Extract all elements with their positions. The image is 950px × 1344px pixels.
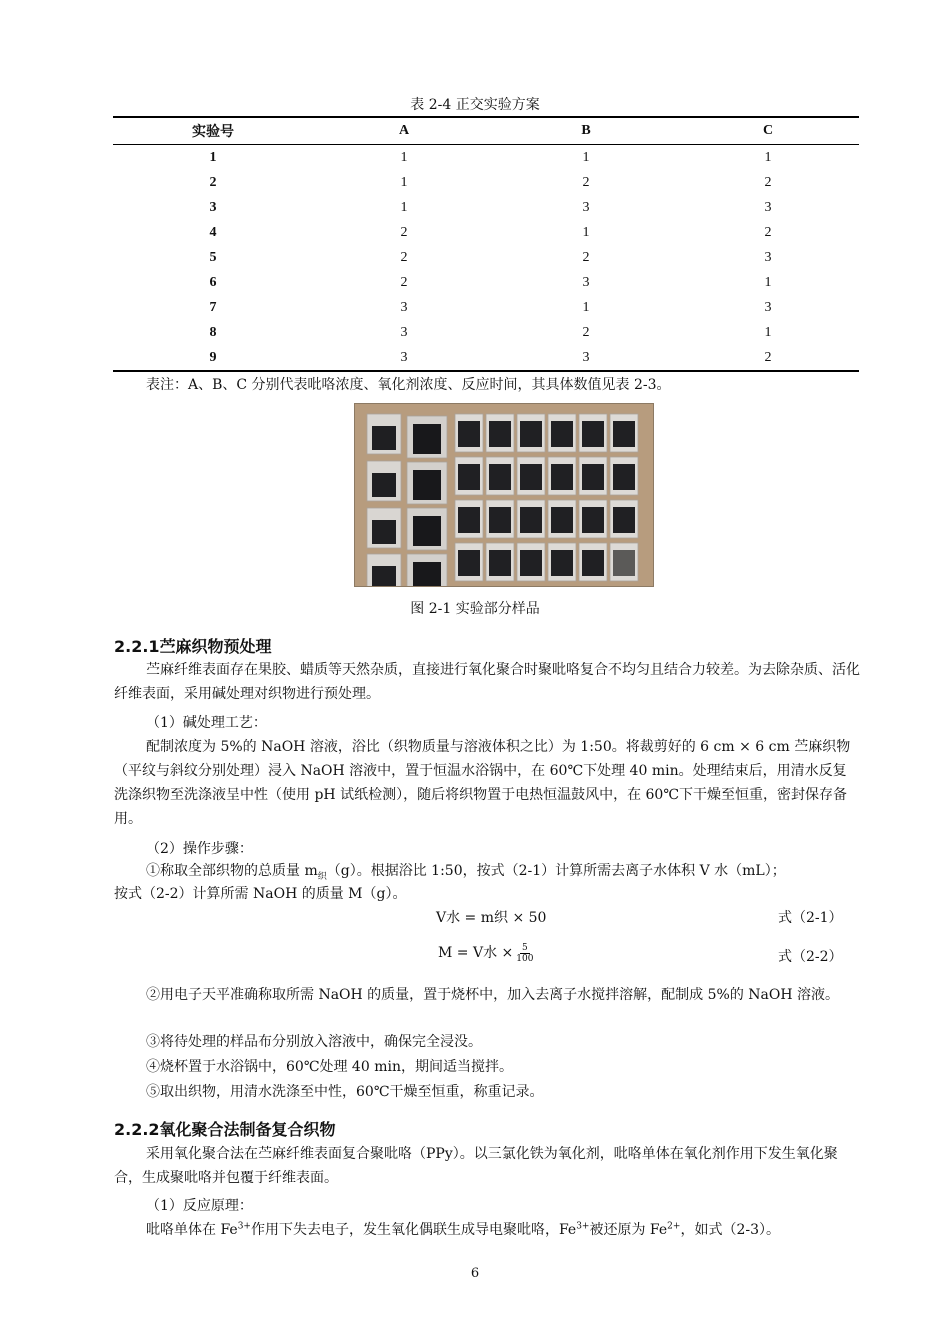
section-222-para1 xyxy=(146,1219,780,1239)
sample-fabric xyxy=(413,424,441,454)
sample-fabric xyxy=(582,507,604,533)
table-cell-level: 3 xyxy=(764,299,772,315)
section-222-intro: 采用氧化聚合法在苎麻纤维表面复合聚吡咯（PPy）。以三氯化铁为氧化剂，吡咯单体在氧化剂作用下发生氧化聚合，生成聚吡咯并包覆于纤维表面。 xyxy=(114,1146,838,1186)
page-number: 6 xyxy=(470,1266,480,1281)
table-cell-level: 1 xyxy=(764,274,772,290)
table-cell-level: 3 xyxy=(400,299,408,315)
table-cell-experiment-no: 7 xyxy=(209,299,217,315)
table-cell-level: 3 xyxy=(582,349,590,365)
section-221-intro: 苎麻纤维表面存在果胶、蜡质等天然杂质，直接进行氧化聚合时聚吡咯复合不均匀且结合力较差。为去除杂质、活化纤维表面，采用碱处理对织物进行预处理。 xyxy=(114,662,860,702)
table-cell-level: 2 xyxy=(400,224,408,240)
fraction-numerator: 5 xyxy=(521,942,528,953)
step1-text-b: （g）。根据浴比 1:50，按式（2-1）计算所需去离子水体积 V 水（mL）； xyxy=(326,863,786,879)
sample-fabric xyxy=(582,550,604,576)
section-221-step4: ④烧杯置于水浴锅中，60℃处理 40 min，期间适当搅拌。 xyxy=(146,1059,513,1075)
sample-fabric xyxy=(613,507,635,533)
formula-2-2-fraction xyxy=(516,943,533,964)
formula-2-2 xyxy=(438,942,533,964)
header-a: A xyxy=(313,117,495,145)
section-221-step5: ⑤取出织物，用清水洗涤至中性，60℃干燥至恒重，称重记录。 xyxy=(146,1084,544,1100)
section-221-step1-c: 按式（2-2）计算所需 NaOH 的质量 M（g）。 xyxy=(114,886,407,902)
para1-text-c: 被还原为 Fe xyxy=(589,1222,668,1238)
sample-fabric xyxy=(551,421,573,447)
formula-2-1: V水 = m织 × 50 xyxy=(436,910,547,926)
table-cell-level: 2 xyxy=(400,274,408,290)
section-222-sub1: （1）反应原理： xyxy=(146,1198,253,1214)
fraction-denominator: 100 xyxy=(516,953,534,964)
sample-fabric xyxy=(413,562,441,587)
table-row xyxy=(113,320,859,345)
table-cell-level: 2 xyxy=(582,324,590,340)
table-row xyxy=(113,195,859,220)
sample-fabric xyxy=(489,550,511,576)
step1-text-a: ①称取全部织物的总质量 m xyxy=(146,863,318,879)
table-cell-level: 3 xyxy=(582,274,590,290)
header-experiment-no: 实验号 xyxy=(113,117,313,145)
formula-2-1-label: 式（2-1） xyxy=(778,910,843,926)
sample-fabric xyxy=(551,464,573,490)
table-cell-level: 3 xyxy=(582,199,590,215)
section-221-sub1: （1）碱处理工艺： xyxy=(146,715,267,731)
sample-fabric xyxy=(582,464,604,490)
para1-text-d: ，如式（2-3）。 xyxy=(680,1222,780,1238)
section-221-step2: ②用电子天平准确称取所需 NaOH 的质量，置于烧杯中，加入去离子水搅拌溶解，配制成 5%的 NaOH 溶液。 xyxy=(146,987,840,1003)
orthogonal-experiment-table xyxy=(113,116,859,372)
section-221-para1: 配制浓度为 5%的 NaOH 溶液，浴比（织物质量与溶液体积之比）为 1:50。将裁剪好的 6 cm × 6 cm 苎麻织物（平纹与斜纹分别处理）浸入 NaOH 溶液中，置于恒温水浴锅中，在 60℃下处理 40 min。处理结束后，用清水反复洗涤织物至洗涤液呈中性（使用 pH 试纸检测），随后将织物置于电热恒温鼓风中，在 60℃下干燥至恒重，密封保存备用。 xyxy=(114,739,851,827)
sample-fabric xyxy=(520,464,542,490)
table-cell-level: 1 xyxy=(764,324,772,340)
table-cell-experiment-no: 1 xyxy=(209,149,217,165)
table-row xyxy=(113,170,859,195)
sample-fabric xyxy=(413,470,441,500)
table-cell-experiment-no: 3 xyxy=(209,199,217,215)
table-header-row xyxy=(113,117,859,145)
header-c: C xyxy=(677,117,859,145)
table-cell-experiment-no: 4 xyxy=(209,224,217,240)
table-body xyxy=(113,145,859,372)
sample-fabric xyxy=(413,516,441,546)
sample-fabric xyxy=(520,550,542,576)
sample-fabric xyxy=(613,550,635,576)
sample-fabric xyxy=(520,507,542,533)
table-cell-level: 2 xyxy=(400,249,408,265)
formula-2-2-label: 式（2-2） xyxy=(778,949,843,965)
sample-fabric xyxy=(489,507,511,533)
section-heading-2-2-2: 2.2.2氧化聚合法制备复合织物 xyxy=(114,1120,336,1139)
sample-fabric xyxy=(613,464,635,490)
sample-photo xyxy=(354,403,654,587)
sample-fabric xyxy=(582,421,604,447)
section-heading-2-2-1: 2.2.1苎麻织物预处理 xyxy=(114,637,272,656)
table-cell-level: 3 xyxy=(764,199,772,215)
sample-fabric xyxy=(458,507,480,533)
sample-fabric xyxy=(551,507,573,533)
table-cell-level: 1 xyxy=(764,149,772,165)
table-cell-level: 3 xyxy=(764,249,772,265)
para1-sup2: 3+ xyxy=(576,1221,590,1232)
table-cell-level: 2 xyxy=(764,174,772,190)
figure-caption: 图 2-1 实验部分样品 xyxy=(410,601,540,617)
table-cell-experiment-no: 2 xyxy=(209,174,217,190)
sample-fabric xyxy=(372,520,396,544)
table-cell-level: 2 xyxy=(764,349,772,365)
table-cell-experiment-no: 8 xyxy=(209,324,217,340)
para1-sup1: 3+ xyxy=(237,1221,251,1232)
para1-sup3: 2+ xyxy=(667,1221,681,1232)
table-row xyxy=(113,270,859,295)
table-cell-level: 2 xyxy=(582,174,590,190)
table-cell-level: 1 xyxy=(400,199,408,215)
table-cell-level: 3 xyxy=(400,349,408,365)
table-row xyxy=(113,245,859,270)
table-cell-level: 1 xyxy=(400,174,408,190)
table-cell-level: 1 xyxy=(582,299,590,315)
sample-fabric xyxy=(520,421,542,447)
para1-text-a: 吡咯单体在 Fe xyxy=(146,1222,238,1238)
table-cell-level: 1 xyxy=(582,149,590,165)
table-row xyxy=(113,145,859,171)
sample-fabric xyxy=(489,464,511,490)
table-cell-level: 1 xyxy=(400,149,408,165)
step1-subscript: 织 xyxy=(317,871,327,882)
formula-2-2-lhs: M = V水 × xyxy=(438,945,514,961)
sample-fabric xyxy=(489,421,511,447)
header-b: B xyxy=(495,117,677,145)
para1-text-b: 作用下失去电子，发生氧化偶联生成导电聚吡咯，Fe xyxy=(250,1222,577,1238)
table-row xyxy=(113,345,859,371)
sample-fabric xyxy=(372,426,396,450)
sample-fabric xyxy=(372,566,396,587)
sample-fabric xyxy=(458,421,480,447)
table-cell-experiment-no: 6 xyxy=(209,274,217,290)
table-note: 表注：A、B、C 分别代表吡咯浓度、氧化剂浓度、反应时间，其具体数值见表 2-3。 xyxy=(146,377,671,393)
section-221-step3: ③将待处理的样品布分别放入溶液中，确保完全浸没。 xyxy=(146,1034,482,1050)
table-cell-level: 3 xyxy=(400,324,408,340)
table-row xyxy=(113,220,859,245)
table-row xyxy=(113,295,859,320)
sample-fabric xyxy=(458,464,480,490)
sample-fabric xyxy=(613,421,635,447)
table-cell-level: 2 xyxy=(582,249,590,265)
sample-fabric xyxy=(372,473,396,497)
table-cell-level: 2 xyxy=(764,224,772,240)
sample-fabric xyxy=(458,550,480,576)
table-cell-experiment-no: 9 xyxy=(209,349,217,365)
table-cell-level: 1 xyxy=(582,224,590,240)
sample-fabric xyxy=(551,550,573,576)
table-caption: 表 2-4 正交实验方案 xyxy=(410,97,540,113)
table-cell-experiment-no: 5 xyxy=(209,249,217,265)
section-221-sub2: （2）操作步骤： xyxy=(146,841,253,857)
